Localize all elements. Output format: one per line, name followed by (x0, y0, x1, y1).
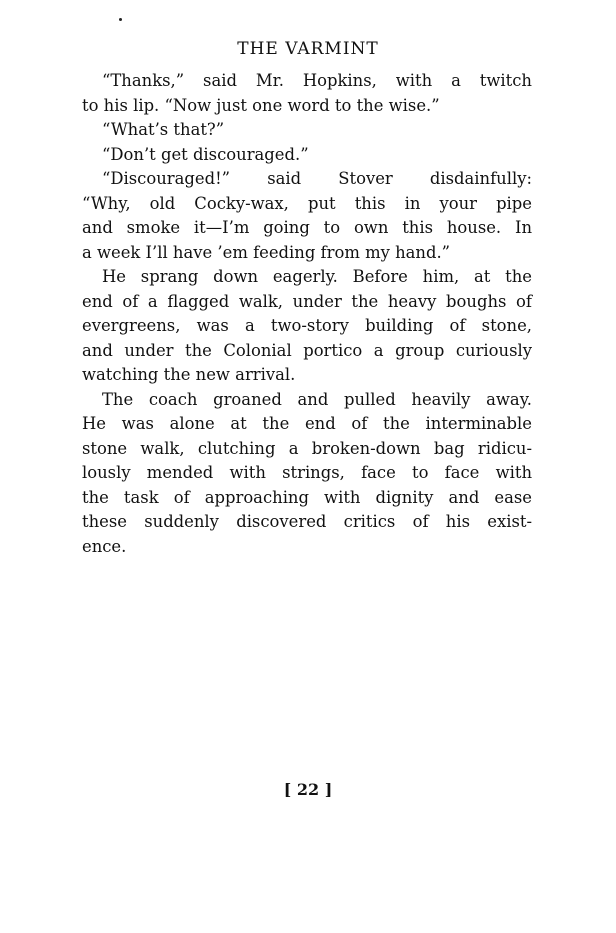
text-line: the task of approaching with dignity and ease (82, 487, 532, 507)
text-line: The coach groaned and pulled heavily away. (102, 389, 532, 409)
text-line: evergreens, was a two-story building of stone, (82, 316, 532, 335)
text-line: He sprang down eagerly. Before him, at the (102, 267, 532, 286)
text-line: “Discouraged!” said Stover disdainfully: (102, 169, 532, 188)
text-line: stone walk, clutching a broken-down bag ridicu- (82, 438, 532, 458)
text-line: “Don’t get discouraged.” (102, 144, 309, 164)
running-head: THE VARMINT (237, 39, 379, 59)
text-line: these suddenly discovered critics of his exist- (82, 512, 532, 531)
text-line: and smoke it—I’m going to own this house. In (82, 218, 532, 237)
page-number: [ 22 ] (283, 780, 333, 799)
text-line: “Thanks,” said Mr. Hopkins, with a twitch (102, 71, 532, 90)
text-line: to his lip. “Now just one word to the wise.” (82, 95, 440, 115)
text-line: “Why, old Cocky-wax, put this in your pipe (82, 193, 532, 213)
text-line: lously mended with strings, face to face with (82, 463, 532, 482)
text-line: He was alone at the end of the interminable (82, 414, 532, 433)
text-line: watching the new arrival. (82, 365, 296, 384)
body-text (82, 69, 532, 559)
text-line: a week I’ll have ’em feeding from my hand.” (82, 242, 451, 262)
text-line: ence. (82, 536, 127, 556)
text-line: and under the Colonial portico a group curiously (82, 340, 532, 360)
print-speck (119, 18, 122, 21)
text-line: “What’s that?” (102, 120, 225, 139)
text-line: end of a flagged walk, under the heavy boughs of (82, 291, 532, 311)
